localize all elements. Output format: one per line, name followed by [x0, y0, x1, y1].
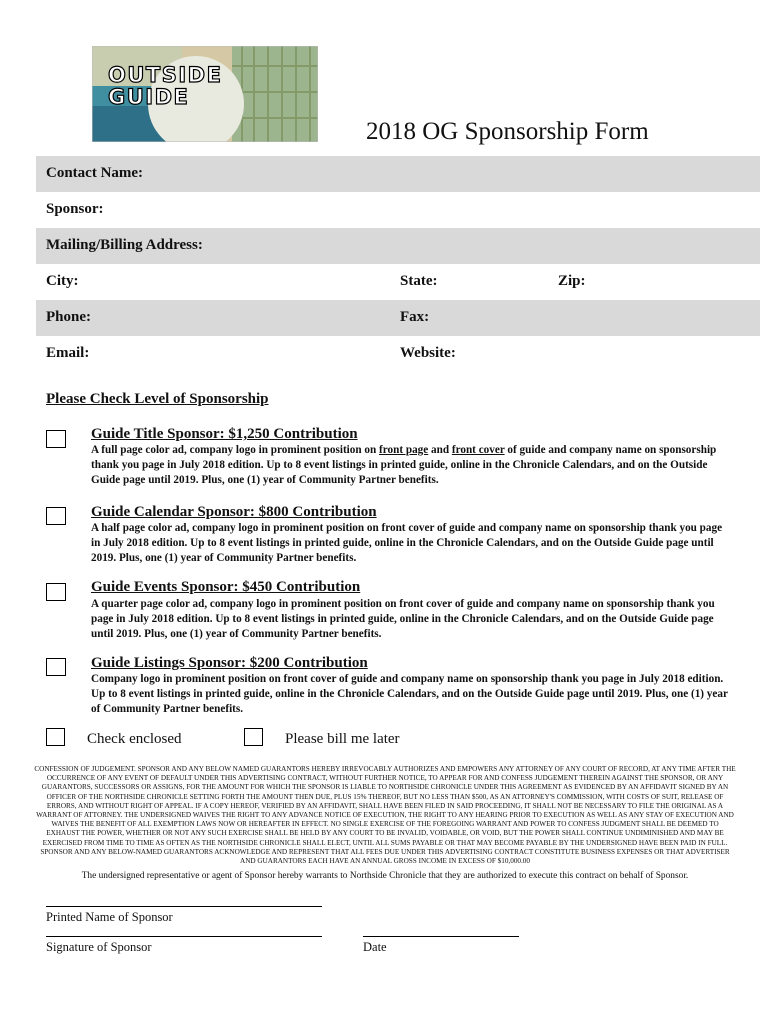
calendar-sponsor-heading: Guide Calendar Sponsor: $800 Contribution — [91, 504, 377, 520]
date-label: Date — [363, 940, 387, 954]
website-label: Website: — [400, 345, 456, 361]
contact-name-label: Contact Name: — [46, 165, 144, 181]
city-state-zip-row[interactable] — [36, 264, 760, 300]
zip-label: Zip: — [558, 273, 586, 289]
signature-line[interactable] — [46, 936, 322, 937]
title-sponsor-desc-part3: of guide and company name on sponsorship thank you page in July 2018 edition. Up to 8 event listings in printed guide, online in the Chronicle Calendars, and on the Outside Guide page until 2019. Plus, one (1) year of Community Partner benefits. — [91, 444, 717, 486]
events-sponsor-checkbox[interactable] — [46, 583, 66, 601]
printed-name-line[interactable] — [46, 906, 322, 907]
email-website-row[interactable] — [36, 336, 760, 372]
printed-name-label: Printed Name of Sponsor — [46, 910, 173, 924]
events-sponsor-description: A quarter page color ad, company logo in prominent position on front cover of guide and company name on sponsorship thank you page in July 2018 edition. Up to 8 event listings in printed guide, online in the Chronicle Calendars, and on the Outside Guide page until 2019. Plus, one (1) year of Community Partner benefits. — [91, 598, 715, 640]
signature-label: Signature of Sponsor — [46, 940, 152, 954]
phone-label: Phone: — [46, 309, 91, 325]
logo-text-outside: OUTSIDE — [108, 63, 223, 87]
outside-guide-logo — [92, 46, 318, 142]
fax-label: Fax: — [400, 309, 430, 325]
title-sponsor-description — [91, 443, 731, 488]
events-sponsor-heading: Guide Events Sponsor: $450 Contribution — [91, 579, 361, 595]
title-sponsor-desc-part2: and — [428, 444, 452, 456]
front-cover-text: front cover — [451, 444, 505, 456]
listings-sponsor-description: Company logo in prominent position on front cover of guide and company name on sponsorship thank you page in July 2018 edition. Up to 8 event listings in printed guide, online in the Chronicle Calendars, and on the Outside Guide page until 2019. Plus, one (1) year of Community Partner benefits. — [91, 673, 728, 715]
front-page-text: front page — [379, 444, 429, 456]
form-title: 2018 OG Sponsorship Form — [366, 118, 649, 145]
title-sponsor-desc-part1: A full page color ad, company logo in prominent position on — [91, 444, 380, 456]
city-label: City: — [46, 273, 79, 289]
title-sponsor-heading: Guide Title Sponsor: $1,250 Contribution — [91, 426, 358, 442]
date-line[interactable] — [363, 936, 519, 937]
calendar-sponsor-description: A half page color ad, company logo in prominent position on front cover of guide and company name on sponsorship thank you page in July 2018 edition. Up to 8 event listings in printed guide, online in the Chronicle Calendars, and on the Outside Guide page until 2019. Plus, one (1) year of Community Partner benefits. — [91, 522, 723, 564]
warrant-statement: The undersigned representative or agent of Sponsor hereby warrants to Northside Chronicle that they are authorized to execute this contract on behalf of Sponsor. — [81, 871, 689, 881]
listings-sponsor-heading: Guide Listings Sponsor: $200 Contribution — [91, 655, 368, 671]
mailing-address-row[interactable] — [36, 228, 760, 264]
contact-name-row[interactable] — [36, 156, 760, 192]
phone-fax-row[interactable] — [36, 300, 760, 336]
check-enclosed-label: Check enclosed — [87, 731, 182, 747]
bill-later-checkbox[interactable] — [244, 728, 263, 746]
title-sponsor-checkbox[interactable] — [46, 430, 66, 448]
confession-of-judgement-text: CONFESSION OF JUDGEMENT. SPONSOR AND ANY BELOW NAMED GUARANTORS HEREBY IRREVOCABLY AUTHORIZES AND EMPOWERS ANY ATTORNEY OF ANY COURT OF RECORD, AT ANY TIME AFTER THE OCCURRENCE OF ANY EVENT OF DEFAULT UNDER THIS ADVERTISING CONTRACT, WITHOUT FURTHER NOTICE, TO APPEAR FOR AND CONFESS JUDGEMENT THEREIN AGAINST THE SPONSOR, OR ANY GUARANTORS, SUCCESSORS OR ASSIGNS, FOR THE AMOUNT FOR WHICH THE SPONSOR IS LIABLE TO NORTHSIDE CHRONICLE UNDER THIS AGREEMENT AS EVIDENCED BY AN AFFIDAVIT SIGNED BY AN OFFICER OF THE NORTHSIDE CHRONICLE SETTING FORTH THE AMOUNT THEN DUE, PLUS 15% THEREOF, BUT NO LESS THAN $500, AS AN ATTORNEY'S COMMISSION, WITH COSTS OF SUIT, RELEASE OF ERRORS, AND WITHOUT RIGHT OF APPEAL. IF A COPY HEREOF, VERIFIED BY AN AFFIDAVIT, SHALL HAVE BEEN FILED IN SAID PROCEEDING, IT SHALL NOT BE NECESSARY TO FILE THE ORIGINAL AS A WARRANT OF ATTORNEY. THE UNDERSIGNED WAIVES THE RIGHT TO ANY ADVANCE NOTICE OF EXECUTION, THE RIGHT TO ANY HEARING PRIOR TO EXECUTION AS WELL AS ANY STAY OF EXECUTION AND WAIVES THE BENEFIT OF ALL EXEMPTION LAWS NOW OR HEREAFTER IN EFFECT. NO SINGLE EXERCISE OF THE FOREGOING WARRANT AND POWER TO CONFESS JUDGMENT SHALL BE DEEMED TO EXHAUST THE POWER, WHETHER OR NOT ANY SUCH EXERCISE SHALL BE HELD BY ANY COURT TO BE INVALID, VOIDABLE, OR VOID, BUT THE POWER SHALL CONTINUE UNDIMINISHED AND MAY BE EXERCISED FROM TIME TO TIME AS OFTEN AS THE NORTHSIDE CHRONICLE SHALL ELECT, UNTIL ALL SUMS PAYABLE OR THAT MAY BECOME PAYABLE BY THE UNDERSIGNED HAVE BEEN PAID IN FULL. SPONSOR AND ANY BELOW-NAMED GUARANTORS ACKNOWLEDGE AND REPRESENT THAT ALL FEES DUE UNDER THIS ADVERTISING CONTRACT CONSTITUTE BUSINESS EXPENSES OR THAT ADVERTISER AND GUARANTORS EACH HAVE AN ANNUAL GROSS INCOME IN EXCESS OF $10,000.00 — [34, 765, 736, 866]
email-label: Email: — [46, 345, 90, 361]
bill-later-label: Please bill me later — [285, 731, 400, 747]
sponsorship-level-heading: Please Check Level of Sponsorship — [46, 391, 269, 407]
sponsor-label: Sponsor: — [46, 201, 104, 217]
check-enclosed-checkbox[interactable] — [46, 728, 65, 746]
listings-sponsor-checkbox[interactable] — [46, 658, 66, 676]
calendar-sponsor-checkbox[interactable] — [46, 507, 66, 525]
state-label: State: — [400, 273, 438, 289]
sponsor-row[interactable] — [36, 192, 760, 228]
logo-text-guide: GUIDE — [108, 85, 190, 109]
mailing-address-label: Mailing/Billing Address: — [46, 237, 203, 253]
